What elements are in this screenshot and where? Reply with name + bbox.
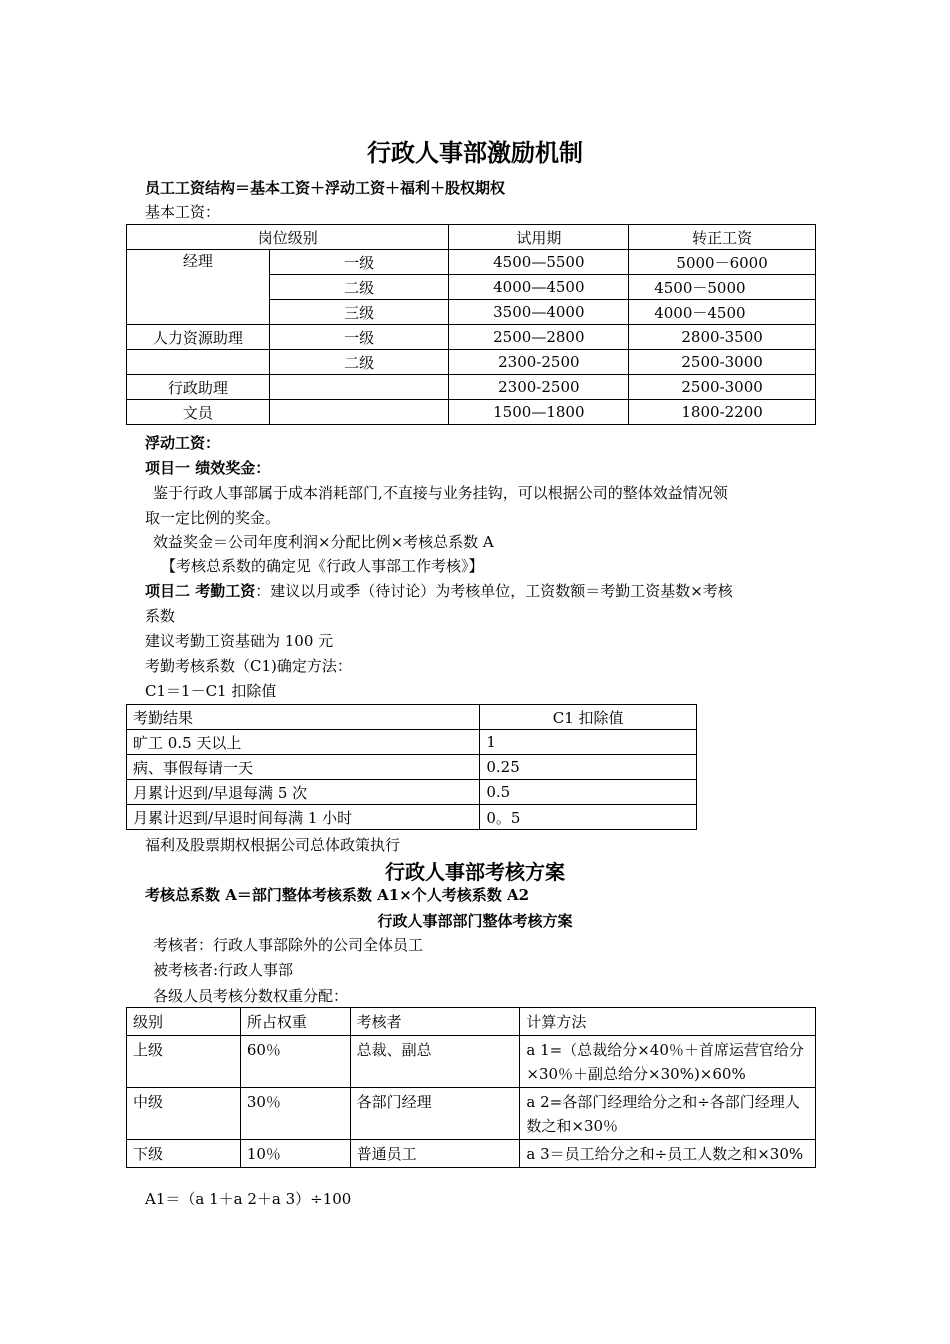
table-row <box>127 1036 816 1088</box>
item2-text-cont: 系数 <box>145 607 176 625</box>
header-probation: 试用期 <box>449 225 629 250</box>
position-cell: 人力资源助理 <box>127 325 270 350</box>
header-position: 岗位级别 <box>127 225 449 250</box>
regular-cell: 2500-3000 <box>629 350 816 375</box>
salary-table <box>126 224 816 425</box>
basic-salary-label: 基本工资： <box>145 203 221 221</box>
result-cell: 旷工 0.5 天以上 <box>127 730 480 755</box>
table-row <box>127 755 697 780</box>
position-cell <box>127 350 270 375</box>
header-method: 计算方法 <box>520 1008 816 1036</box>
table-row <box>127 350 816 375</box>
regular-cell: 2500-3000 <box>629 375 816 400</box>
regular-cell: 2800-3500 <box>629 325 816 350</box>
attendance-table <box>126 704 697 830</box>
total-coefficient: 考核总系数 A＝部门整体考核系数 A1×个人考核系数 A2 <box>145 886 530 904</box>
weight-cell: 60％ <box>240 1036 350 1088</box>
item2 <box>145 580 733 602</box>
level-cell: 二级 <box>269 350 449 375</box>
item1-text-cont: 取一定比例的奖金。 <box>145 509 281 527</box>
attendance-coef: 考勤考核系数（C1)确定方法： <box>145 657 352 675</box>
probation-cell: 4500—5500 <box>449 250 629 275</box>
result-cell: 病、事假每请一天 <box>127 755 480 780</box>
level-cell <box>269 400 449 425</box>
header-weight: 所占权重 <box>240 1008 350 1036</box>
table-row <box>127 325 816 350</box>
deduction-cell: 0.5 <box>480 780 697 805</box>
table-row <box>127 375 816 400</box>
level-cell: 三级 <box>269 300 449 325</box>
method-cell: a 3＝员工给分之和÷员工人数之和×30% <box>520 1140 816 1168</box>
attendance-base: 建议考勤工资基础为 100 元 <box>145 632 334 650</box>
subtitle: 行政人事部部门整体考核方案 <box>377 912 573 930</box>
header-attendance-result: 考勤结果 <box>127 705 480 730</box>
position-cell: 文员 <box>127 400 270 425</box>
level-cell: 一级 <box>269 325 449 350</box>
weight-table <box>126 1007 816 1168</box>
table-row <box>127 730 697 755</box>
assessor-cell: 总裁、副总 <box>350 1036 520 1088</box>
weight-cell: 10％ <box>240 1140 350 1168</box>
deduction-cell: 0。5 <box>480 805 697 830</box>
level-cell: 中级 <box>127 1088 241 1140</box>
assessor-cell: 普通员工 <box>350 1140 520 1168</box>
item1-text: 鉴于行政人事部属于成本消耗部门,不直接与业务挂钩，可以根据公司的整体效益情况领 <box>153 484 728 502</box>
probation-cell: 2500—2800 <box>449 325 629 350</box>
header-level: 级别 <box>127 1008 241 1036</box>
a1-formula: A1＝（a 1＋a 2＋a 3）÷100 <box>145 1190 352 1208</box>
probation-cell: 3500—4000 <box>449 300 629 325</box>
table-row <box>127 400 816 425</box>
table-row <box>127 250 816 275</box>
bonus-formula: 效益奖金＝公司年度利润×分配比例×考核总系数 A <box>153 533 494 551</box>
regular-cell: 1800-2200 <box>629 400 816 425</box>
regular-cell: 4000－4500 <box>629 300 816 325</box>
level-cell <box>269 375 449 400</box>
header-regular: 转正工资 <box>629 225 816 250</box>
level-cell: 二级 <box>269 275 449 300</box>
assessor-cell: 各部门经理 <box>350 1088 520 1140</box>
table-row <box>127 780 697 805</box>
table-row <box>127 805 697 830</box>
probation-cell: 2300-2500 <box>449 375 629 400</box>
result-cell: 月累计迟到/早退时间每满 1 小时 <box>127 805 480 830</box>
regular-cell: 4500－5000 <box>629 275 816 300</box>
item2-title: 项目二 考勤工资 <box>145 582 256 600</box>
item2-text: ：建议以月或季（待讨论）为考核单位，工资数额＝考勤工资基数×考核 <box>255 582 733 600</box>
method-cell: a 1=（总裁给分×40％＋首席运营官给分×30％＋副总给分×30%)×60% <box>520 1036 816 1088</box>
table-row <box>127 1140 816 1168</box>
page-title: 行政人事部激励机制 <box>367 139 583 167</box>
weight-cell: 30％ <box>240 1088 350 1140</box>
level-cell: 一级 <box>269 250 449 275</box>
floating-label: 浮动工资： <box>145 434 221 452</box>
salary-structure: 员工工资结构＝基本工资＋浮动工资＋福利＋股权期权 <box>145 179 506 197</box>
welfare-text: 福利及股票期权根据公司总体政策执行 <box>145 836 401 854</box>
table-row <box>127 1088 816 1140</box>
probation-cell: 4000—4500 <box>449 275 629 300</box>
probation-cell: 1500—1800 <box>449 400 629 425</box>
position-cell: 行政助理 <box>127 375 270 400</box>
level-cell: 上级 <box>127 1036 241 1088</box>
weights-label: 各级人员考核分数权重分配： <box>153 987 349 1005</box>
deduction-cell: 1 <box>480 730 697 755</box>
header-assessor: 考核者 <box>350 1008 520 1036</box>
deduction-cell: 0.25 <box>480 755 697 780</box>
result-cell: 月累计迟到/早退每满 5 次 <box>127 780 480 805</box>
assessee: 被考核者:行政人事部 <box>153 961 294 979</box>
c1-formula: C1＝1－C1 扣除值 <box>145 682 277 700</box>
regular-cell: 5000－6000 <box>629 250 816 275</box>
header-c1-deduction: C1 扣除值 <box>480 705 697 730</box>
probation-cell: 2300-2500 <box>449 350 629 375</box>
method-cell: a 2=各部门经理给分之和÷各部门经理人数之和×30％ <box>520 1088 816 1140</box>
bonus-note: 【考核总系数的确定见《行政人事部工作考核》】 <box>161 557 484 575</box>
position-cell: 经理 <box>127 250 270 325</box>
item1-title: 项目一 绩效奖金： <box>145 459 271 477</box>
section-title: 行政人事部考核方案 <box>385 860 565 884</box>
assessor: 考核者：行政人事部除外的公司全体员工 <box>153 936 424 954</box>
level-cell: 下级 <box>127 1140 241 1168</box>
